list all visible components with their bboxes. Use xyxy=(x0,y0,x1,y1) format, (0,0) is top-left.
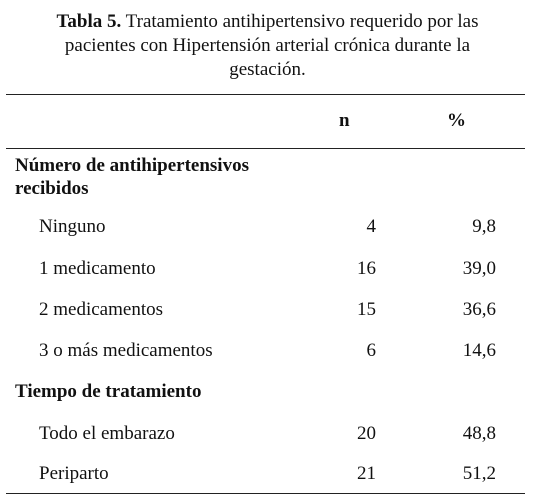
caption-title-part-3: gestación. xyxy=(229,59,306,80)
row-label: Todo el embarazo xyxy=(39,423,175,444)
row-label: 2 medicamentos xyxy=(39,299,163,320)
table-top-rule xyxy=(6,94,525,95)
caption-line-1 xyxy=(0,10,535,34)
row-n: 20 xyxy=(357,423,376,444)
caption-title-part-1: Tratamiento antihipertensivo requerido por las xyxy=(121,11,479,32)
row-label: Periparto xyxy=(39,463,109,484)
caption-label: Tabla 5. xyxy=(56,11,122,32)
section-title-treatment-time: Tiempo de tratamiento xyxy=(15,381,202,402)
table-caption xyxy=(0,10,535,82)
table-header-rule xyxy=(6,148,525,149)
row-n: 4 xyxy=(366,216,376,237)
row-n: 15 xyxy=(357,299,376,320)
column-header-percent: % xyxy=(447,110,466,131)
row-percent: 39,0 xyxy=(462,258,496,279)
row-n: 6 xyxy=(366,340,376,361)
row-n: 21 xyxy=(357,463,376,484)
row-label: Ninguno xyxy=(39,216,106,237)
row-label: 3 o más medicamentos xyxy=(39,340,213,361)
section-title-antihypertensives-line-1: Número de antihipertensivos xyxy=(15,155,249,176)
section-title-antihypertensives-line-2: recibidos xyxy=(15,178,89,199)
row-n: 16 xyxy=(357,258,376,279)
row-percent: 14,6 xyxy=(462,340,496,361)
row-percent: 36,6 xyxy=(462,299,496,320)
row-percent: 48,8 xyxy=(462,423,496,444)
row-percent: 9,8 xyxy=(472,216,496,237)
column-header-n: n xyxy=(339,110,350,131)
table-bottom-rule xyxy=(6,493,525,494)
row-percent: 51,2 xyxy=(462,463,496,484)
caption-title-part-2: pacientes con Hipertensión arterial crónica durante la xyxy=(64,35,471,56)
row-label: 1 medicamento xyxy=(39,258,156,279)
